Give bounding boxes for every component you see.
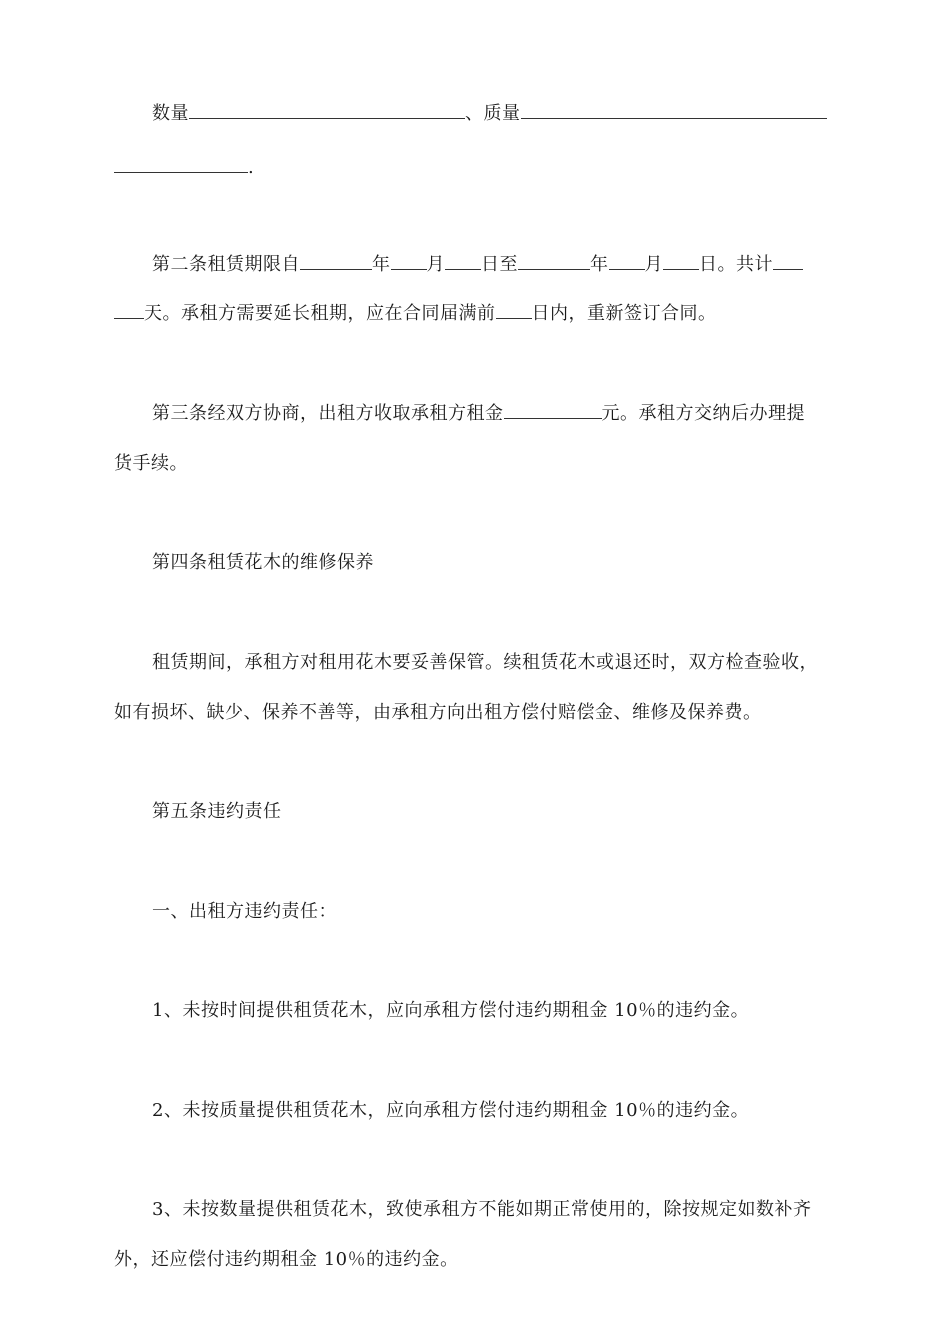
renewal-days-blank[interactable] [496, 300, 532, 319]
article-2-line-1 [114, 251, 882, 279]
article-4-body-line-1 [114, 649, 882, 677]
total-days-blank-continued[interactable] [114, 300, 144, 319]
liability-item-3-text-2: 外，还应偿付违约期租金 10％的违约金。 [114, 1249, 459, 1270]
article-3-line-2 [114, 450, 844, 478]
quantity-blank[interactable] [189, 100, 465, 119]
article-5-heading: 第五条违约责任 [152, 801, 282, 822]
start-year-blank[interactable] [300, 251, 372, 270]
day-to-label: 日至 [481, 254, 518, 275]
liability-item-2 [114, 1097, 882, 1125]
article-3-line-1 [114, 400, 882, 428]
start-day-blank[interactable] [445, 251, 481, 270]
end-month-blank[interactable] [609, 251, 645, 270]
article-2-text-start: 第二条租赁期限自 [152, 254, 300, 275]
start-month-blank[interactable] [391, 251, 427, 270]
liability-item-3-line-2 [114, 1246, 844, 1274]
line-end-period: . [248, 157, 255, 178]
article-4-body-line-2 [114, 699, 844, 727]
article-4-body-text-2: 如有损坏、缺少、保养不善等，由承租方向出租方偿付赔偿金、维修及保养费。 [114, 702, 762, 723]
article-2-extension-text: 天。承租方需要延长租期，应在合同届满前 [144, 303, 496, 324]
article-2-line-2 [114, 300, 844, 328]
article-4-title [114, 549, 882, 577]
article-4-heading: 第四条租赁花木的维修保养 [152, 552, 374, 573]
liability-item-3-text-1: 3、未按数量提供租赁花木，致使承租方不能如期正常使用的，除按规定如数补齐 [152, 1199, 812, 1220]
month-label: 月 [426, 254, 445, 275]
article-3-text-start: 第三条经双方协商，出租方收取承租方租金 [152, 403, 504, 424]
quality-blank-continued[interactable] [114, 154, 248, 173]
year-label-2: 年 [590, 254, 609, 275]
liability-item-3-line-1 [114, 1196, 882, 1224]
article-3-text-continued: 货手续。 [114, 453, 188, 474]
article-2-renewal-text: 日内，重新签订合同。 [531, 303, 717, 324]
liability-item-1-text: 1、未按时间提供租赁花木，应向承租方偿付违约期租金 10％的违约金。 [152, 1000, 750, 1021]
quantity-quality-line-1 [114, 100, 882, 128]
quality-label: 、质量 [465, 103, 521, 124]
article-5-title [114, 798, 882, 826]
article-4-body-text-1: 租赁期间，承租方对租用花木要妥善保管。续租赁花木或退还时，双方检查验收， [152, 652, 818, 673]
liability-item-2-text: 2、未按质量提供租赁花木，应向承租方偿付违约期租金 10％的违约金。 [152, 1100, 750, 1121]
year-label: 年 [372, 254, 391, 275]
total-days-blank[interactable] [773, 251, 803, 270]
quality-blank[interactable] [521, 100, 827, 119]
end-year-blank[interactable] [518, 251, 590, 270]
month-label-2: 月 [644, 254, 663, 275]
lessor-liability-title [114, 898, 882, 926]
lessor-liability-heading: 一、出租方违约责任： [152, 901, 337, 922]
liability-item-1 [114, 997, 882, 1025]
quantity-quality-line-2 [114, 154, 844, 182]
article-3-text-end: 元。承租方交纳后办理提 [601, 403, 805, 424]
total-label: 日。共计 [699, 254, 773, 275]
quantity-label: 数量 [152, 103, 189, 124]
end-day-blank[interactable] [663, 251, 699, 270]
rent-amount-blank[interactable] [504, 400, 602, 419]
